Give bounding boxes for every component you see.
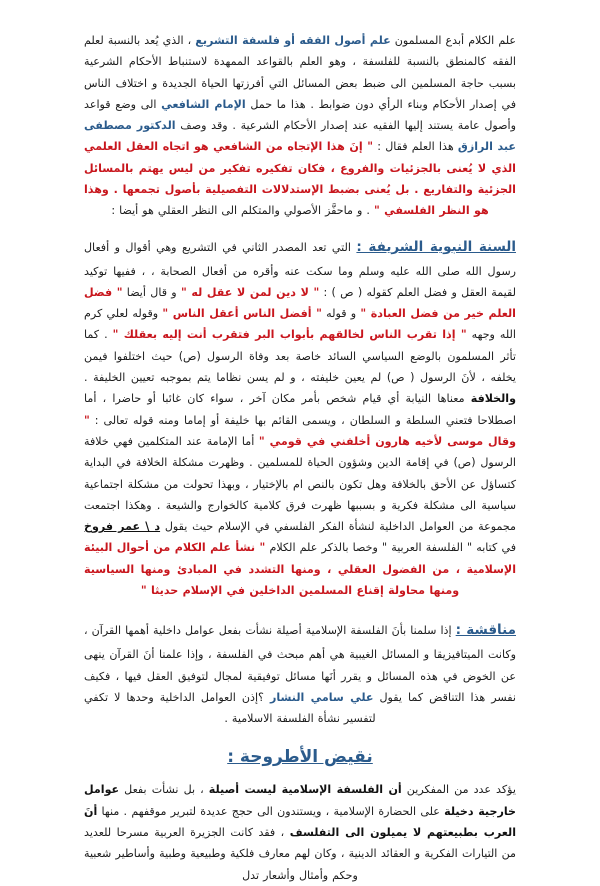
text-segment: علم الكلام أبدع المسلمون	[390, 34, 516, 47]
quote-abd-al-raziq: " إنَ هذا الإتجاه من الشافعي هو اتجاه العقل العلمي الذي لا يُعنى بالجزئيات والفروع ، فكان تفكيره تفكير من ليس يهتم بالمسائل الجزئية والتفاريع . بل يُعنى بضبط الإستدلالات التفصيلية بأصول تجمعها . وهذا هو النظر الفلسفي "	[84, 140, 516, 218]
paragraph-intro	[84, 30, 516, 222]
text-segment: التي تعد المصدر الثاني في التشريع وهي أقوال و أفعال رسول الله صلى الله عليه وسلم وما سكت عنه وأقره من أفعال الصحابة ، ، ففيها توكيد لقيمة العقل و فضل العلم كقوله ( ص ) :	[84, 240, 516, 299]
paragraph-antithesis	[84, 779, 516, 885]
text-segment: يؤكد عدد من المفكرين	[401, 783, 516, 797]
term-usul-al-fiqh: علم أصول الفقه أو فلسفة التشريع	[195, 34, 391, 47]
paragraph-sunnah	[84, 235, 516, 602]
paragraph-discussion	[84, 618, 516, 729]
text-segment: الى وضع قواعد وأصول عامة يستند إليها الفقيه عند إصدار الأحكام الشرعية . وقد وصف	[84, 97, 516, 133]
hadith-quote-1: " لا دين لمن لا عقل له "	[180, 285, 320, 299]
hadith-quote-2: " فضل العلم خير من فضل العبادة "	[84, 285, 516, 321]
claim-arabs-not-philosophical: أنَ العرب بطبيعتهم لا يميلون الى التفلسف	[84, 804, 516, 840]
text-segment: ، بل نشأت بفعل	[119, 783, 209, 797]
text-segment: في كتابه " الفلسفة العربية " وخصا بالذكر علم الكلام	[265, 541, 516, 555]
name-ali-sami-al-nashar: علي سامي النشار	[269, 690, 374, 704]
spacer	[84, 608, 516, 618]
hadith-quote-3: " أفضل الناس أعقل الناس "	[162, 307, 322, 321]
text-segment: ، فقد كانت الجزيرة العربية مسرحا للعديد من التيارات الفكرية و العقائد الدينية ، وكان لهم معارف فلكية وطبيعية وطبية وأساطير شعبية وحكم وأمثال وأشعار تدل	[84, 826, 516, 882]
author-omar-farroukh: د \ عمر فروخ	[84, 520, 161, 534]
claim-external-factors: عوامل خارجية دخيلة	[84, 783, 516, 818]
hadith-quote-4: " إذا تقرب الناس لخالقهم بأبواب البر فتقرب أنت إليه بعقلك "	[112, 328, 467, 342]
text-segment: و قال أيضا	[122, 285, 181, 299]
text-segment: هذا العلم فقال :	[372, 140, 458, 154]
heading-sunnah: السنة النبوية الشريفة :	[356, 238, 516, 255]
text-segment: وقوله لعلي كرم الله وجهه	[84, 307, 516, 342]
text-segment: ، الذي يُعد بالنسبة لعلم الفقه كالمنطق بالنسبة للفلسفة ، وهو العلم بالقواعد الممهدة لاستنباط الأحكام الشرعية بسبب حاجة المسلمين الى ضبط بعض المسائل التي أفرزتها الحياة الجديدة و اختلاف الناس في إصدار الأحكام وبناء الرأي دون ضوابط . هذا ما حمل	[84, 34, 517, 111]
text-segment: على الحضارة الإسلامية ، ويستندون الى حجج عديدة لتبرير موقفهم . منها	[97, 804, 445, 818]
claim-not-authentic: أن الفلسفة الإسلامية ليست أصيلة	[208, 783, 402, 797]
text-segment: . كما تأثر المسلمون بالوضع السياسي السائد خاصة بعد وفاة الرسول (ص) حيث اختلفوا فيمن يخلفه ، لأنَ الرسول ( ص) لم يعين خليفته ، و لم يسن نظاما يتم بموجبه تعيين الخليفة .	[84, 328, 516, 385]
term-khilafa: والخلافة	[470, 392, 516, 406]
quote-farroukh: " نشأ علم الكلام من أحوال البيئة الإسلامية ، من الفضول العقلي ، ومنها التشدد في المبادئ ومنها السياسية ومنها محاولة إقناع المسلمين الداخلين في الإسلام حديثا "	[84, 541, 516, 598]
term-mustafa-abd-al-raziq: الدكتور مصطفى عبد الرازق	[84, 119, 516, 154]
text-segment: . و ماحفَّز الأصولي والمتكلم الى النظر العقلي هو أيضا :	[111, 204, 374, 218]
text-segment: أما الإمامة عند المتكلمين فهي خلافة الرسول (ص) في إقامة الدين وشؤون الحياة للمسلمين . وظهرت مشكلة الخلافة في البداية كتساؤل عن الأحق بالخلافة وهل تكون بالنص ام بالإختيار ، وبهذا تحولت من مشكلة اجتماعية سياسية الى مشكلة فكرية و بسببها ظهرت فرق كلامية كالخوارج والشيعة . وهكذا اجتمعت مجموعة من العوامل الداخلية لنشأة الفكر الفلسفي في الإسلام حيث يقول	[84, 434, 516, 534]
text-segment: إذا سلمنا بأنَ الفلسفة الإسلامية أصيلة نشأت بفعل عوامل داخلية أهمها القرآن ، وكانت الميتافيزيقا و المسائل الغيبية هي أهم مبحث في الفلسفة ، وإذا علمنا أنَ القرآن ينهى عن الخوض في هذه المسائل و يقرر أنَها مسائل توفيقية لمجال لتوفيق العقل فيها ، فكيف نفسر هذا التناقض كما يقول	[84, 624, 516, 704]
quran-quote-musa: " وقال موسى لأخيه هارون أخلفني في قومي "	[84, 413, 516, 448]
section-title-antithesis: نقيض الأطروحة :	[227, 747, 373, 768]
text-segment: معناها النيابة أي قيام شخص بأمر مكان آخر ، سواء كان غائبا أو حاضرا ، أما اصطلاحا فتعني السلطة و السلطان ، ويسمى القائم بها خليفة أو إماما ومنه قوله تعالى :	[84, 392, 516, 427]
heading-discussion: مناقشة :	[455, 622, 516, 639]
term-imam-shafii: الإمام الشافعي	[161, 97, 246, 111]
text-segment: و قوله	[321, 307, 361, 321]
text-segment: ؟إذن العوامل الداخلية وحدها لا تكفي لتفسير نشأة الفلسفة الاسلامية .	[84, 690, 376, 726]
